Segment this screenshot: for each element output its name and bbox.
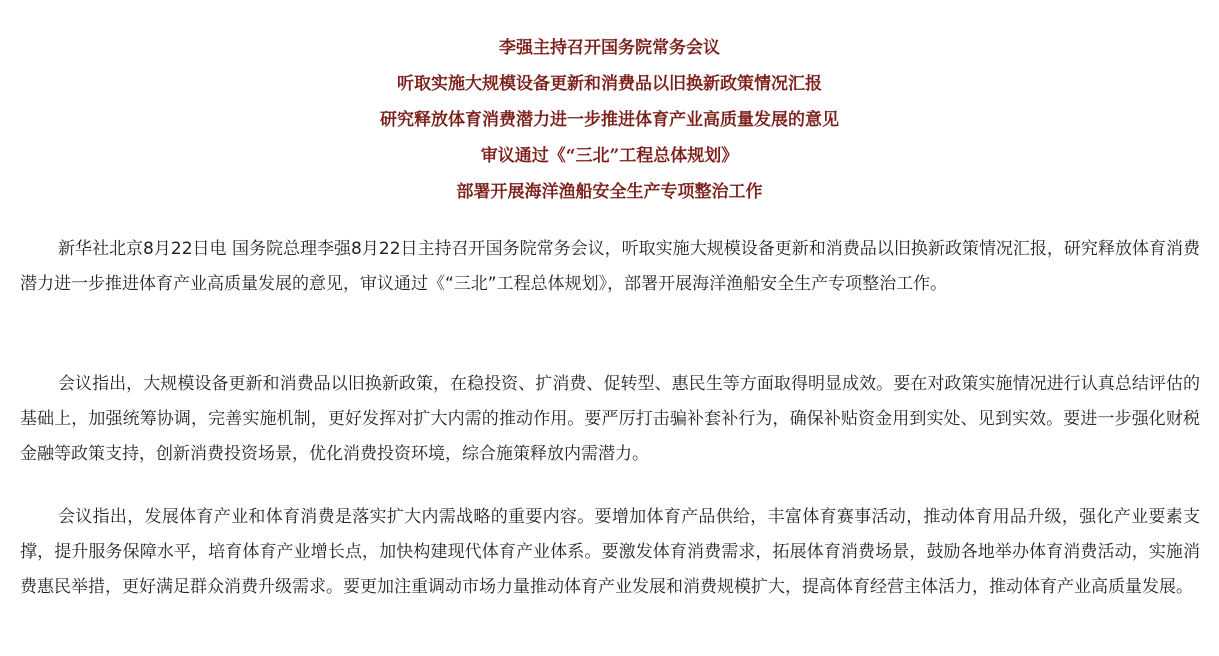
- article-paragraph-3: 会议指出，发展体育产业和体育消费是落实扩大内需战略的重要内容。要增加体育产品供给，丰富体育赛事活动，推动体育用品升级，强化产业要素支撑，提升服务保障水平，培育体育产业增长点，加快构建现代体育产业体系。要激发体育消费需求，拓展体育消费场景，鼓励各地举办体育消费活动，实施消费惠民举措，更好满足群众消费升级需求。要更加注重调动市场力量推动体育产业发展和消费规模扩大，提高体育经营主体活力，推动体育产业高质量发展。: [20, 507, 1200, 597]
- article-paragraph-1: 新华社北京8月22日电 国务院总理李强8月22日主持召开国务院常务会议，听取实施大规模设备更新和消费品以旧换新政策情况汇报，研究释放体育消费潜力进一步推进体育产业高质量发展的意见，审议通过《“三北”工程总体规划》，部署开展海洋渔船安全生产专项整治工作。: [20, 239, 1200, 294]
- main-title: 李强主持召开国务院常务会议: [499, 38, 720, 58]
- subtitle-4: 部署开展海洋渔船安全生产专项整治工作: [456, 182, 763, 202]
- subtitle-2: 研究释放体育消费潜力进一步推进体育产业高质量发展的意见: [380, 110, 839, 130]
- headline-block: [0, 30, 1219, 210]
- article-paragraph-2: 会议指出，大规模设备更新和消费品以旧换新政策，在稳投资、扩消费、促转型、惠民生等方面取得明显成效。要在对政策实施情况进行认真总结评估的基础上，加强统筹协调，完善实施机制，更好发挥对扩大内需的推动作用。要严厉打击骗补套补行为，确保补贴资金用到实处、见到实效。要进一步强化财税金融等政策支持，创新消费投资场景，优化消费投资环境，综合施策释放内需潜力。: [20, 374, 1200, 464]
- subtitle-1: 听取实施大规模设备更新和消费品以旧换新政策情况汇报: [397, 74, 822, 94]
- subtitle-3: 审议通过《“三北”工程总体规划》: [480, 146, 739, 166]
